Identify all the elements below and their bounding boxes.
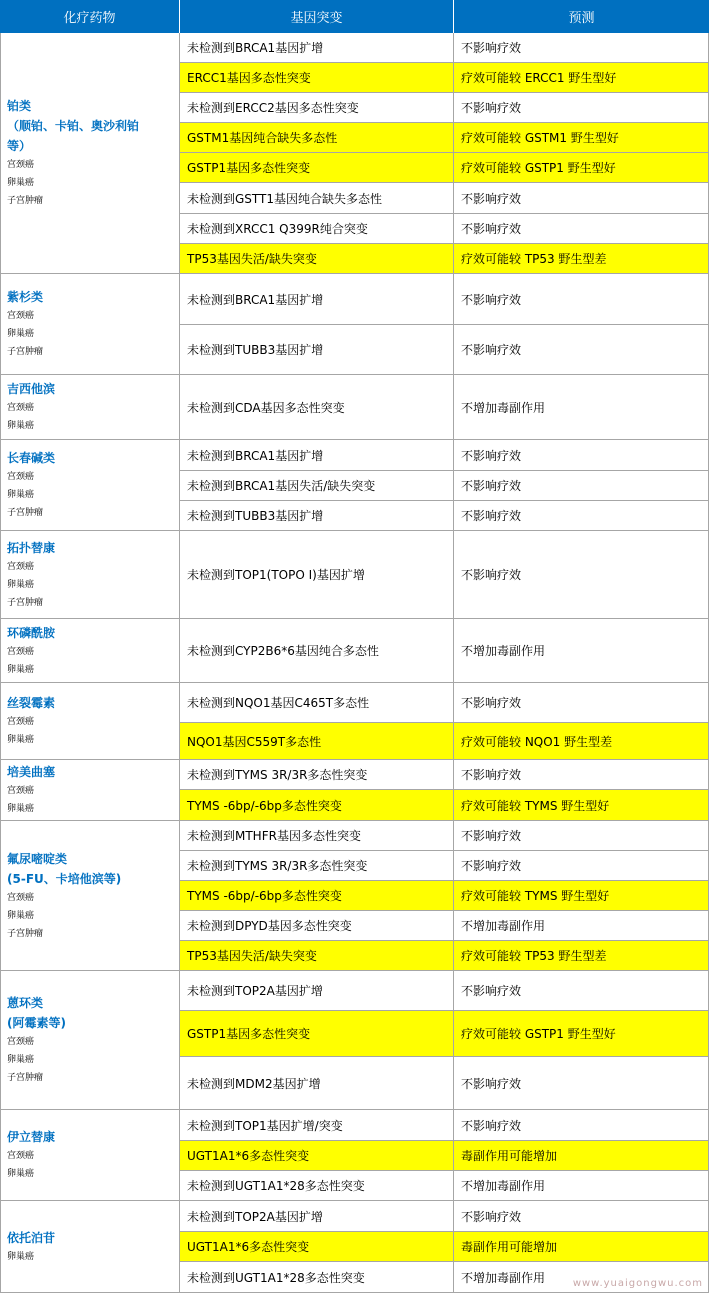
prediction-cell: 不影响疗效 bbox=[454, 501, 709, 531]
cancer-type: 卵巢癌 bbox=[7, 329, 35, 339]
gene-mutation-cell: 未检测到TYMS 3R/3R多态性突变 bbox=[180, 851, 454, 881]
gene-mutation-cell: 未检测到TOP2A基因扩增 bbox=[180, 971, 454, 1011]
prediction-cell: 不影响疗效 bbox=[454, 1201, 709, 1232]
cancer-type: 卵巢癌 bbox=[7, 910, 35, 921]
prediction-cell: 疗效可能较 GSTP1 野生型好 bbox=[454, 1011, 709, 1057]
gene-mutation-cell: 未检测到GSTT1基因纯合缺失多态性 bbox=[180, 183, 454, 214]
drug-name: 长春碱类 bbox=[7, 451, 56, 465]
drug-cell bbox=[0, 440, 180, 531]
cancer-type: 宫颈癌 bbox=[7, 160, 35, 170]
gene-mutation-cell: GSTP1基因多态性突变 bbox=[180, 1011, 454, 1057]
prediction-cell: 不影响疗效 bbox=[454, 531, 709, 619]
cancer-type: 子宫肿瘤 bbox=[7, 508, 44, 518]
prediction-cell: 不影响疗效 bbox=[454, 93, 709, 123]
drug-cell bbox=[0, 619, 180, 683]
cancer-type: 宫颈癌 bbox=[7, 472, 35, 482]
header-drug: 化疗药物 bbox=[0, 0, 180, 33]
prediction-cell: 疗效可能较 TYMS 野生型好 bbox=[454, 790, 709, 821]
prediction-cell: 毒副作用可能增加 bbox=[454, 1141, 709, 1171]
cancer-type: 宫颈癌 bbox=[7, 646, 35, 657]
cancer-type: 卵巢癌 bbox=[7, 1251, 35, 1262]
cancer-type: 子宫肿瘤 bbox=[7, 597, 44, 608]
gene-mutation-cell: 未检测到UGT1A1*28多态性突变 bbox=[180, 1171, 454, 1201]
drug-cell bbox=[0, 375, 180, 440]
gene-mutation-cell: 未检测到TOP2A基因扩增 bbox=[180, 1201, 454, 1232]
prediction-cell: 不影响疗效 bbox=[454, 821, 709, 851]
gene-mutation-cell: 未检测到TOP1基因扩增/突变 bbox=[180, 1110, 454, 1141]
cancer-type: 宫颈癌 bbox=[7, 403, 35, 413]
prediction-cell: 不增加毒副作用 bbox=[454, 1262, 709, 1293]
gene-mutation-cell: 未检测到ERCC2基因多态性突变 bbox=[180, 93, 454, 123]
prediction-cell: 不影响疗效 bbox=[454, 471, 709, 501]
gene-mutation-cell: 未检测到CDA基因多态性突变 bbox=[180, 375, 454, 440]
gene-mutation-cell: GSTM1基因纯合缺失多态性 bbox=[180, 123, 454, 153]
gene-mutation-cell: 未检测到UGT1A1*28多态性突变 bbox=[180, 1262, 454, 1293]
drug-name: （顺铂、卡铂、奥沙利铂 bbox=[7, 119, 140, 133]
drug-name: 拓扑替康 bbox=[7, 540, 56, 555]
gene-mutation-cell: 未检测到MDM2基因扩增 bbox=[180, 1057, 454, 1110]
prediction-cell: 疗效可能较 TYMS 野生型好 bbox=[454, 881, 709, 911]
gene-mutation-cell: UGT1A1*6多态性突变 bbox=[180, 1141, 454, 1171]
cancer-type: 宫颈癌 bbox=[7, 561, 35, 572]
drug-cell bbox=[0, 33, 180, 274]
watermark: www.yuaigongwu.com bbox=[572, 1278, 703, 1289]
drug-name: 铂类 bbox=[7, 99, 32, 113]
drug-cell bbox=[0, 760, 180, 821]
cancer-type: 宫颈癌 bbox=[7, 892, 35, 903]
drug-name: 环磷酰胺 bbox=[7, 625, 56, 640]
drug-name: 丝裂霉素 bbox=[7, 696, 56, 710]
prediction-cell: 不增加毒副作用 bbox=[454, 911, 709, 941]
gene-mutation-cell: ERCC1基因多态性突变 bbox=[180, 63, 454, 93]
gene-mutation-cell: 未检测到BRCA1基因失活/缺失突变 bbox=[180, 471, 454, 501]
gene-mutation-cell: TP53基因失活/缺失突变 bbox=[180, 244, 454, 274]
gene-mutation-cell: TP53基因失活/缺失突变 bbox=[180, 941, 454, 971]
drug-cell bbox=[0, 1110, 180, 1201]
cancer-type: 子宫肿瘤 bbox=[7, 347, 44, 357]
prediction-cell: 不影响疗效 bbox=[454, 1110, 709, 1141]
cancer-type: 子宫肿瘤 bbox=[7, 1073, 44, 1083]
prediction-cell: 不影响疗效 bbox=[454, 33, 709, 63]
drug-cell bbox=[0, 821, 180, 971]
prediction-cell: 不增加毒副作用 bbox=[454, 619, 709, 683]
drug-name: (5-FU、卡培他滨等) bbox=[7, 871, 122, 886]
gene-mutation-cell: 未检测到NQO1基因C465T多态性 bbox=[180, 683, 454, 723]
gene-mutation-cell: 未检测到DPYD基因多态性突变 bbox=[180, 911, 454, 941]
gene-mutation-cell: 未检测到BRCA1基因扩增 bbox=[180, 33, 454, 63]
gene-mutation-cell: TYMS -6bp/-6bp多态性突变 bbox=[180, 790, 454, 821]
cancer-type: 卵巢癌 bbox=[7, 579, 35, 590]
prediction-cell: 不影响疗效 bbox=[454, 683, 709, 723]
prediction-cell: 不影响疗效 bbox=[454, 760, 709, 790]
drug-cell bbox=[0, 683, 180, 760]
drug-cell bbox=[0, 1201, 180, 1293]
drug-cell bbox=[0, 971, 180, 1110]
gene-mutation-cell: 未检测到TUBB3基因扩增 bbox=[180, 325, 454, 375]
cancer-type: 卵巢癌 bbox=[7, 804, 35, 814]
drug-name: (阿霉素等) bbox=[7, 1016, 66, 1030]
cancer-type: 子宫肿瘤 bbox=[7, 196, 44, 206]
prediction-cell: 不影响疗效 bbox=[454, 851, 709, 881]
drug-name: 紫杉类 bbox=[7, 290, 44, 304]
drug-cell bbox=[0, 531, 180, 619]
gene-mutation-cell: 未检测到CYP2B6*6基因纯合多态性 bbox=[180, 619, 454, 683]
prediction-cell: 疗效可能较 TP53 野生型差 bbox=[454, 244, 709, 274]
prediction-cell: 不影响疗效 bbox=[454, 214, 709, 244]
prediction-cell: 不影响疗效 bbox=[454, 440, 709, 471]
cancer-type: 卵巢癌 bbox=[7, 421, 35, 431]
prediction-cell: 疗效可能较 ERCC1 野生型好 bbox=[454, 63, 709, 93]
cancer-type: 宫颈癌 bbox=[7, 1151, 35, 1161]
prediction-cell: 疗效可能较 NQO1 野生型差 bbox=[454, 723, 709, 760]
gene-mutation-cell: 未检测到MTHFR基因多态性突变 bbox=[180, 821, 454, 851]
cancer-type: 卵巢癌 bbox=[7, 735, 35, 745]
prediction-cell: 不影响疗效 bbox=[454, 274, 709, 325]
prediction-cell: 疗效可能较 GSTM1 野生型好 bbox=[454, 123, 709, 153]
cancer-type: 子宫肿瘤 bbox=[7, 928, 44, 939]
prediction-cell: 不增加毒副作用 bbox=[454, 375, 709, 440]
prediction-cell: 毒副作用可能增加 bbox=[454, 1232, 709, 1262]
cancer-type: 宫颈癌 bbox=[7, 1037, 35, 1047]
gene-mutation-cell: UGT1A1*6多态性突变 bbox=[180, 1232, 454, 1262]
gene-mutation-cell: NQO1基因C559T多态性 bbox=[180, 723, 454, 760]
header-gene: 基因突变 bbox=[180, 0, 454, 33]
prediction-cell: 不增加毒副作用 bbox=[454, 1171, 709, 1201]
prediction-cell: 不影响疗效 bbox=[454, 183, 709, 214]
gene-mutation-cell: 未检测到TOP1(TOPO I)基因扩增 bbox=[180, 531, 454, 619]
drug-cell bbox=[0, 274, 180, 375]
prediction-cell: 不影响疗效 bbox=[454, 971, 709, 1011]
drug-name: 氟尿嘧啶类 bbox=[7, 851, 68, 866]
cancer-type: 卵巢癌 bbox=[7, 490, 35, 500]
drug-name: 伊立替康 bbox=[7, 1130, 56, 1144]
gene-mutation-cell: 未检测到TYMS 3R/3R多态性突变 bbox=[180, 760, 454, 790]
cancer-type: 卵巢癌 bbox=[7, 1169, 35, 1179]
drug-name: 蒽环类 bbox=[7, 996, 44, 1010]
drug-name: 等） bbox=[7, 139, 32, 153]
cancer-type: 卵巢癌 bbox=[7, 664, 35, 675]
cancer-type: 卵巢癌 bbox=[7, 178, 35, 188]
drug-name: 吉西他滨 bbox=[7, 382, 56, 396]
gene-mutation-cell: 未检测到TUBB3基因扩增 bbox=[180, 501, 454, 531]
header-prediction: 预测 bbox=[454, 0, 709, 33]
prediction-cell: 不影响疗效 bbox=[454, 1057, 709, 1110]
gene-mutation-cell: TYMS -6bp/-6bp多态性突变 bbox=[180, 881, 454, 911]
prediction-cell: 疗效可能较 GSTP1 野生型好 bbox=[454, 153, 709, 183]
cancer-type: 宫颈癌 bbox=[7, 786, 35, 796]
prediction-cell: 不影响疗效 bbox=[454, 325, 709, 375]
gene-mutation-cell: 未检测到BRCA1基因扩增 bbox=[180, 274, 454, 325]
drug-name: 培美曲塞 bbox=[7, 765, 56, 779]
cancer-type: 卵巢癌 bbox=[7, 1055, 35, 1065]
gene-mutation-cell: 未检测到BRCA1基因扩增 bbox=[180, 440, 454, 471]
drug-name: 依托泊苷 bbox=[7, 1230, 56, 1245]
cancer-type: 宫颈癌 bbox=[7, 311, 35, 321]
cancer-type: 宫颈癌 bbox=[7, 717, 35, 727]
prediction-cell: 疗效可能较 TP53 野生型差 bbox=[454, 941, 709, 971]
gene-mutation-cell: GSTP1基因多态性突变 bbox=[180, 153, 454, 183]
gene-mutation-cell: 未检测到XRCC1 Q399R纯合突变 bbox=[180, 214, 454, 244]
